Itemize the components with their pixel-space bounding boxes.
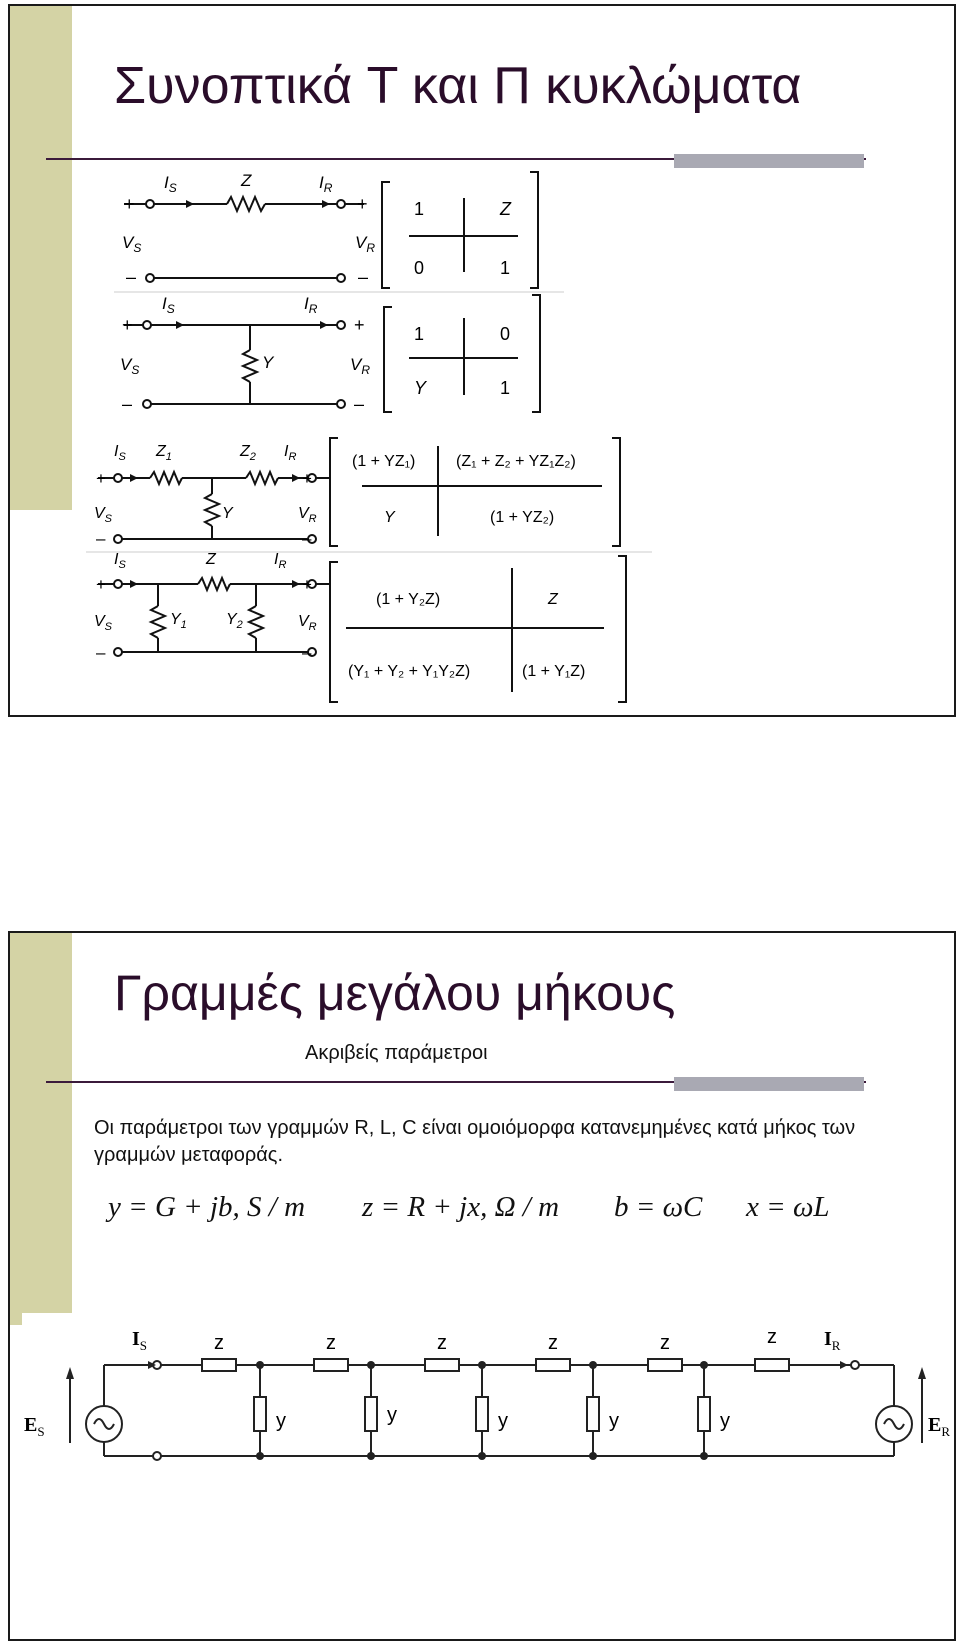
y-label: y — [498, 1410, 508, 1432]
shunt-y-box — [476, 1397, 488, 1431]
svg-text:0: 0 — [500, 324, 511, 344]
matrix-b: Z — [500, 199, 511, 219]
svg-text:(Z₁ + Z₂ + YZ₁Z₂): (Z₁ + Z₂ + YZ₁Z₂) — [456, 453, 576, 470]
svg-text:(1 + YZ₂): (1 + YZ₂) — [490, 509, 555, 526]
distributed-line-ladder — [22, 1313, 956, 1513]
svg-text:Z: Z — [548, 591, 558, 608]
y-label: y — [387, 1404, 397, 1426]
svg-text:–: – — [358, 267, 369, 287]
svg-text:VS: $V_S$ — [94, 505, 113, 525]
y-label: y — [276, 1410, 286, 1432]
title-decoration — [674, 154, 864, 168]
equation-x: x = ωL — [746, 1191, 830, 1223]
svg-text:+: + — [302, 469, 312, 488]
y-label: y — [720, 1410, 730, 1432]
series-z-box — [425, 1359, 459, 1371]
svg-text:IS: $I_S$ — [114, 551, 126, 571]
svg-text:–: – — [302, 643, 312, 662]
svg-text:+: + — [124, 194, 135, 214]
svg-text:–: – — [354, 394, 365, 414]
series-z-box — [314, 1359, 348, 1371]
ir-label: $I_R$ — [824, 1328, 841, 1353]
shunt-y-box — [587, 1397, 599, 1431]
series-z-box — [536, 1359, 570, 1371]
svg-text:(1 + Y₁Z): (1 + Y₁Z) — [522, 663, 586, 680]
svg-text:(1 + Y₂Z): (1 + Y₂Z) — [376, 591, 441, 608]
svg-text:VS: $V_S$ — [120, 355, 140, 377]
z-label: z — [767, 1326, 777, 1348]
z-label: z — [326, 1332, 336, 1354]
svg-text:Y2: $Y_2$ — [226, 611, 243, 631]
equation-y: y = G + jb, S / m — [108, 1191, 306, 1223]
es-label: $E_S$ — [24, 1414, 45, 1439]
z-label: z — [548, 1332, 558, 1354]
svg-text:–: – — [126, 267, 137, 287]
svg-text:+: + — [357, 194, 368, 214]
is-label: $I_S$ — [132, 1328, 148, 1353]
svg-text:Z1: $Z_1$ — [156, 443, 172, 463]
svg-text:–: – — [96, 529, 106, 548]
svg-text:Y: Y — [222, 505, 233, 522]
svg-text:IS: $I_S$ — [114, 443, 126, 463]
svg-text:(Y₁ + Y₂ + Y₁Y₂Z): (Y₁ + Y₂ + Y₁Y₂Z) — [348, 663, 471, 680]
svg-text:Y: Y — [384, 509, 395, 526]
y-label: Y — [262, 353, 274, 372]
y-label: y — [609, 1410, 619, 1432]
svg-text:IR: $I_R$ — [274, 551, 287, 571]
svg-text:+: + — [122, 315, 133, 335]
z-label: z — [214, 1332, 224, 1354]
equation-z: z = R + jx, Ω / m — [362, 1191, 560, 1223]
svg-text:VR: $V_R$ — [350, 355, 371, 377]
z-label: z — [660, 1332, 670, 1354]
svg-text:VR: $V_R$ — [298, 613, 317, 633]
svg-text:Z: Z — [206, 551, 216, 568]
svg-text:IR: $I_R$ — [284, 443, 297, 463]
two-port-figure-bottom — [86, 436, 652, 704]
svg-text:IR: $I_R$ — [304, 294, 318, 316]
vr-label: $V_R$ — [355, 233, 376, 255]
body-paragraph: Οι παράμετροι των γραμμών R, L, C είναι ομοιόμορφα κατανεμημένες κατά μήκος των γραμμών μεταφοράς. — [94, 1117, 856, 1166]
series-z-box — [755, 1359, 789, 1371]
accent-bar — [10, 933, 72, 1325]
title-decoration — [674, 1077, 864, 1091]
svg-text:Z2: $Z_2$ — [240, 443, 256, 463]
z-label: z — [437, 1332, 447, 1354]
svg-text:+: + — [302, 575, 312, 594]
matrix-d: 1 — [500, 258, 511, 278]
er-label: $E_R$ — [928, 1414, 951, 1439]
series-z-box — [648, 1359, 682, 1371]
svg-text:Y: Y — [414, 378, 427, 398]
slide-tpi-circuits — [8, 4, 956, 717]
two-port-figure-top — [114, 170, 564, 435]
svg-text:–: – — [302, 529, 312, 548]
svg-text:1: 1 — [500, 378, 511, 398]
svg-text:–: – — [96, 643, 106, 662]
svg-text:+: + — [96, 469, 106, 488]
slide-title: Γραμμές μεγάλου μήκους — [114, 965, 676, 1021]
svg-text:VR: $V_R$ — [298, 505, 317, 525]
slide-subtitle: Ακριβείς παράμετροι — [305, 1042, 488, 1064]
shunt-y-box — [365, 1397, 377, 1431]
shunt-y-box — [254, 1397, 266, 1431]
slide-long-lines — [8, 931, 956, 1641]
accent-bar — [10, 6, 72, 510]
z-label: Z — [241, 171, 252, 190]
is-label: $I_S$ — [164, 173, 177, 195]
series-z-box — [202, 1359, 236, 1371]
matrix-a: 1 — [414, 199, 425, 219]
vs-label: $V_S$ — [122, 233, 142, 255]
svg-text:IS: $I_S$ — [162, 294, 175, 316]
svg-text:1: 1 — [414, 324, 425, 344]
svg-text:+: + — [354, 315, 365, 335]
svg-text:(1 + YZ₁): (1 + YZ₁) — [352, 453, 416, 470]
svg-text:VS: $V_S$ — [94, 613, 113, 633]
svg-text:–: – — [122, 394, 133, 414]
slide-title: Συνοπτικά T και Π κυκλώματα — [114, 57, 802, 115]
matrix-c: 0 — [414, 258, 425, 278]
shunt-y-box — [698, 1397, 710, 1431]
svg-text:Y1: $Y_1$ — [170, 611, 187, 631]
ir-label: $I_R$ — [319, 173, 333, 195]
equation-b: b = ωC — [614, 1191, 703, 1223]
svg-text:+: + — [96, 575, 106, 594]
